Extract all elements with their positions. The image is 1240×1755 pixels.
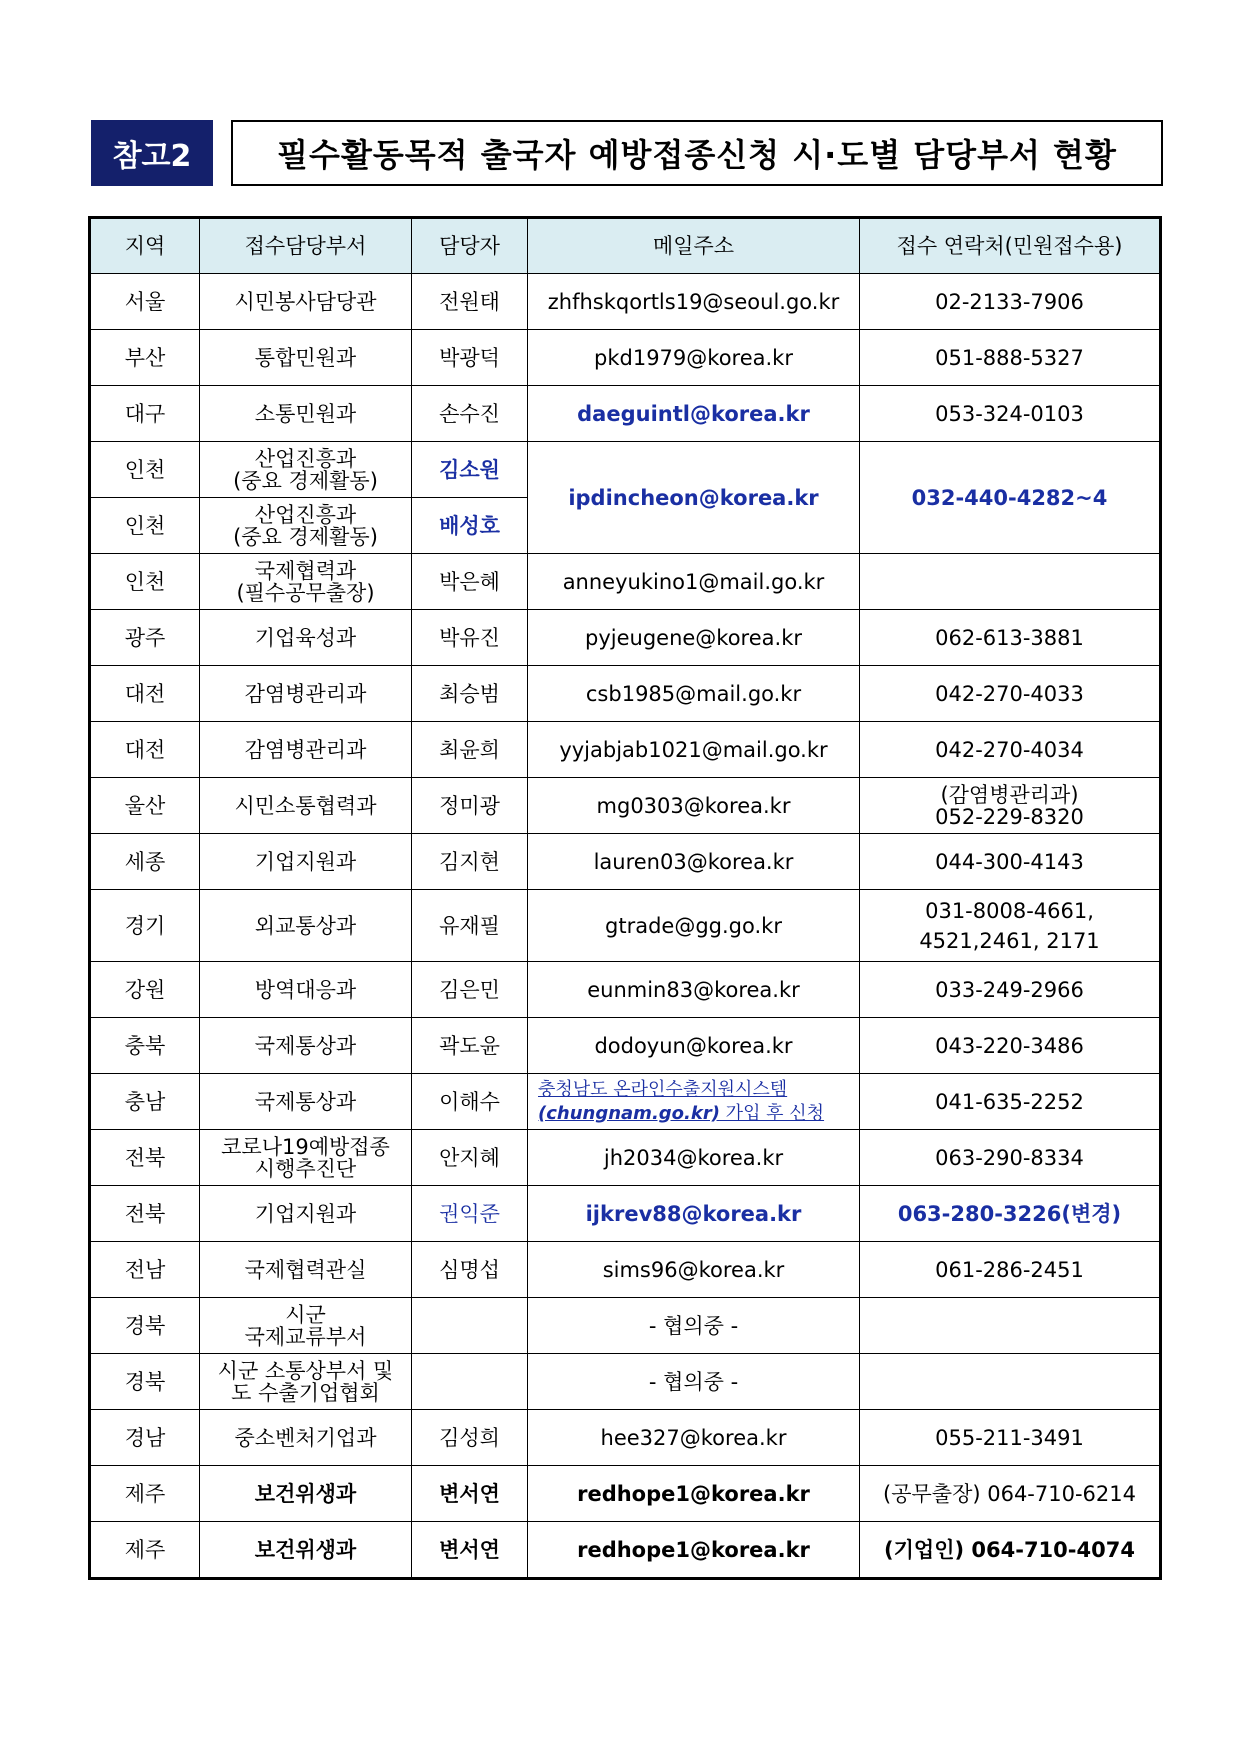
contact-cell: 063-290-8334 <box>860 1130 1161 1186</box>
table-row <box>90 890 1161 962</box>
contact-cell: 042-270-4034 <box>860 722 1161 778</box>
contact-cell: 02-2133-7906 <box>860 274 1161 330</box>
link-line-2[interactable] <box>538 1102 857 1126</box>
department-cell <box>200 554 412 610</box>
email-cell: hee327@korea.kr <box>528 1410 860 1466</box>
department-cell: 기업지원과 <box>200 834 412 890</box>
person-cell: 최윤희 <box>412 722 528 778</box>
department-cell <box>200 1130 412 1186</box>
contact-cell <box>860 554 1161 610</box>
department-cell: 외교통상과 <box>200 890 412 962</box>
link-line-1[interactable]: 충청남도 온라인수출지원시스템 <box>538 1078 788 1100</box>
person-cell: 김은민 <box>412 962 528 1018</box>
table-row <box>90 1466 1161 1522</box>
email-cell: sims96@korea.kr <box>528 1242 860 1298</box>
person-cell: 김지현 <box>412 834 528 890</box>
email-cell: pkd1979@korea.kr <box>528 330 860 386</box>
table-row <box>90 1242 1161 1298</box>
email-cell: dodoyun@korea.kr <box>528 1018 860 1074</box>
department-cell: 국제통상과 <box>200 1018 412 1074</box>
email-cell: eunmin83@korea.kr <box>528 962 860 1018</box>
department-cell <box>200 498 412 554</box>
department-table <box>88 216 1162 1580</box>
contact-cell: (공무출장) 064-710-6214 <box>860 1466 1161 1522</box>
table-row <box>90 1018 1161 1074</box>
person-cell: 김소원 <box>412 442 528 498</box>
email-cell: zhfhskqortls19@seoul.go.kr <box>528 274 860 330</box>
region-cell: 울산 <box>90 778 200 834</box>
table-row <box>90 386 1161 442</box>
department-cell <box>200 1298 412 1354</box>
department-line-2: (중요 경제활동) <box>233 468 378 493</box>
department-line-2: (필수공무출장) <box>236 580 375 605</box>
department-cell: 통합민원과 <box>200 330 412 386</box>
col-region: 지역 <box>90 218 200 274</box>
table-row <box>90 1354 1161 1410</box>
department-line-1: 시군 <box>285 1302 326 1327</box>
region-cell: 인천 <box>90 498 200 554</box>
table-row <box>90 666 1161 722</box>
email-cell: yyjabjab1021@mail.go.kr <box>528 722 860 778</box>
department-cell <box>200 442 412 498</box>
region-cell: 대전 <box>90 722 200 778</box>
person-cell: 변서연 <box>412 1466 528 1522</box>
person-cell: 변서연 <box>412 1522 528 1579</box>
contact-line-1: 031-8008-4661, <box>925 898 1094 923</box>
region-cell: 경기 <box>90 890 200 962</box>
region-cell: 전북 <box>90 1130 200 1186</box>
person-cell <box>412 1298 528 1354</box>
region-cell: 충북 <box>90 1018 200 1074</box>
contact-cell: 042-270-4033 <box>860 666 1161 722</box>
department-cell: 보건위생과 <box>200 1466 412 1522</box>
reference-badge: 참고2 <box>91 120 213 186</box>
col-email: 메일주소 <box>528 218 860 274</box>
email-cell: mg0303@korea.kr <box>528 778 860 834</box>
department-cell: 기업지원과 <box>200 1186 412 1242</box>
col-person: 담당자 <box>412 218 528 274</box>
person-cell: 안지혜 <box>412 1130 528 1186</box>
department-line-2: 도 수출기업협회 <box>231 1380 380 1405</box>
contact-cell: 051-888-5327 <box>860 330 1161 386</box>
table-row <box>90 1522 1161 1579</box>
col-department: 접수담당부서 <box>200 218 412 274</box>
email-cell: csb1985@mail.go.kr <box>528 666 860 722</box>
email-cell: lauren03@korea.kr <box>528 834 860 890</box>
contact-cell <box>860 1298 1161 1354</box>
department-line-1: 국제협력과 <box>254 558 357 583</box>
contact-cell: 055-211-3491 <box>860 1410 1161 1466</box>
department-line-1: 산업진흥과 <box>254 502 357 527</box>
region-cell: 제주 <box>90 1522 200 1579</box>
region-cell: 대구 <box>90 386 200 442</box>
email-cell: redhope1@korea.kr <box>528 1522 860 1579</box>
department-cell: 기업육성과 <box>200 610 412 666</box>
table-row <box>90 330 1161 386</box>
department-cell: 감염병관리과 <box>200 722 412 778</box>
department-cell: 감염병관리과 <box>200 666 412 722</box>
table-row <box>90 778 1161 834</box>
department-cell: 방역대응과 <box>200 962 412 1018</box>
department-cell: 시민소통협력과 <box>200 778 412 834</box>
table-row <box>90 610 1161 666</box>
contact-line-2: 052-229-8320 <box>935 804 1084 829</box>
person-cell: 곽도윤 <box>412 1018 528 1074</box>
region-cell: 제주 <box>90 1466 200 1522</box>
contact-cell <box>860 778 1161 834</box>
table-row <box>90 834 1161 890</box>
department-cell: 국제통상과 <box>200 1074 412 1130</box>
online-export-system-link[interactable] <box>528 1074 860 1130</box>
department-cell: 국제협력관실 <box>200 1242 412 1298</box>
person-cell: 정미광 <box>412 778 528 834</box>
email-cell: gtrade@gg.go.kr <box>528 890 860 962</box>
table-row <box>90 274 1161 330</box>
link-suffix[interactable]: 가입 후 신청 <box>719 1102 825 1124</box>
region-cell: 광주 <box>90 610 200 666</box>
department-line-2: 시행추진단 <box>254 1156 357 1181</box>
page-title: 필수활동목적 출국자 예방접종신청 시·도별 담당부서 현황 <box>231 120 1163 186</box>
person-cell: 손수진 <box>412 386 528 442</box>
person-cell <box>412 1354 528 1410</box>
department-line-2: 국제교류부서 <box>244 1324 367 1349</box>
region-cell: 서울 <box>90 274 200 330</box>
contact-cell: 053-324-0103 <box>860 386 1161 442</box>
table-row <box>90 1074 1161 1130</box>
department-cell: 중소벤처기업과 <box>200 1410 412 1466</box>
department-cell: 소통민원과 <box>200 386 412 442</box>
department-cell <box>200 1354 412 1410</box>
person-cell: 이해수 <box>412 1074 528 1130</box>
region-cell: 인천 <box>90 554 200 610</box>
contact-cell: 061-286-2451 <box>860 1242 1161 1298</box>
region-cell: 경북 <box>90 1298 200 1354</box>
region-cell: 강원 <box>90 962 200 1018</box>
contact-cell: 041-635-2252 <box>860 1074 1161 1130</box>
region-cell: 전남 <box>90 1242 200 1298</box>
contact-cell <box>860 1354 1161 1410</box>
email-cell: ipdincheon@korea.kr <box>528 442 860 554</box>
person-cell: 박유진 <box>412 610 528 666</box>
email-cell: jh2034@korea.kr <box>528 1130 860 1186</box>
page-header <box>91 120 1163 186</box>
department-cell: 보건위생과 <box>200 1522 412 1579</box>
region-cell: 세종 <box>90 834 200 890</box>
region-cell: 경북 <box>90 1354 200 1410</box>
table-row <box>90 722 1161 778</box>
contact-line-1: (감염병관리과) <box>940 782 1079 807</box>
email-cell: redhope1@korea.kr <box>528 1466 860 1522</box>
table-row <box>90 1186 1161 1242</box>
department-line-1: 산업진흥과 <box>254 446 357 471</box>
contact-cell: 044-300-4143 <box>860 834 1161 890</box>
email-cell: - 협의중 - <box>528 1354 860 1410</box>
department-line-2: (중요 경제활동) <box>233 524 378 549</box>
contact-cell: (기업인) 064-710-4074 <box>860 1522 1161 1579</box>
contact-cell: 033-249-2966 <box>860 962 1161 1018</box>
region-cell: 경남 <box>90 1410 200 1466</box>
region-cell: 전북 <box>90 1186 200 1242</box>
department-line-1: 코로나19예방접종 <box>221 1134 390 1159</box>
table-header-row <box>90 218 1161 274</box>
person-cell: 권익준 <box>412 1186 528 1242</box>
region-cell: 대전 <box>90 666 200 722</box>
table-row <box>90 554 1161 610</box>
email-cell: daeguintl@korea.kr <box>528 386 860 442</box>
person-cell: 전원태 <box>412 274 528 330</box>
region-cell: 인천 <box>90 442 200 498</box>
contact-cell: 043-220-3486 <box>860 1018 1161 1074</box>
person-cell: 배성호 <box>412 498 528 554</box>
contact-cell: 063-280-3226(변경) <box>860 1186 1161 1242</box>
person-cell: 김성희 <box>412 1410 528 1466</box>
contact-cell <box>860 890 1161 962</box>
email-cell: pyjeugene@korea.kr <box>528 610 860 666</box>
email-cell: - 협의중 - <box>528 1298 860 1354</box>
link-domain[interactable]: (chungnam.go.kr) <box>538 1102 720 1124</box>
department-line-1: 시군 소통상부서 및 <box>217 1358 394 1383</box>
person-cell: 최승범 <box>412 666 528 722</box>
contact-cell: 032-440-4282~4 <box>860 442 1161 554</box>
contact-line-2: 4521,2461, 2171 <box>919 928 1100 953</box>
person-cell: 유재필 <box>412 890 528 962</box>
table-row <box>90 442 1161 498</box>
table-row <box>90 1298 1161 1354</box>
table-row <box>90 1410 1161 1466</box>
person-cell: 심명섭 <box>412 1242 528 1298</box>
person-cell: 박은혜 <box>412 554 528 610</box>
region-cell: 충남 <box>90 1074 200 1130</box>
email-cell: anneyukino1@mail.go.kr <box>528 554 860 610</box>
person-cell: 박광덕 <box>412 330 528 386</box>
region-cell: 부산 <box>90 330 200 386</box>
contact-cell: 062-613-3881 <box>860 610 1161 666</box>
col-contact: 접수 연락처(민원접수용) <box>860 218 1161 274</box>
table-row <box>90 1130 1161 1186</box>
department-cell: 시민봉사담당관 <box>200 274 412 330</box>
email-cell: ijkrev88@korea.kr <box>528 1186 860 1242</box>
table-row <box>90 962 1161 1018</box>
